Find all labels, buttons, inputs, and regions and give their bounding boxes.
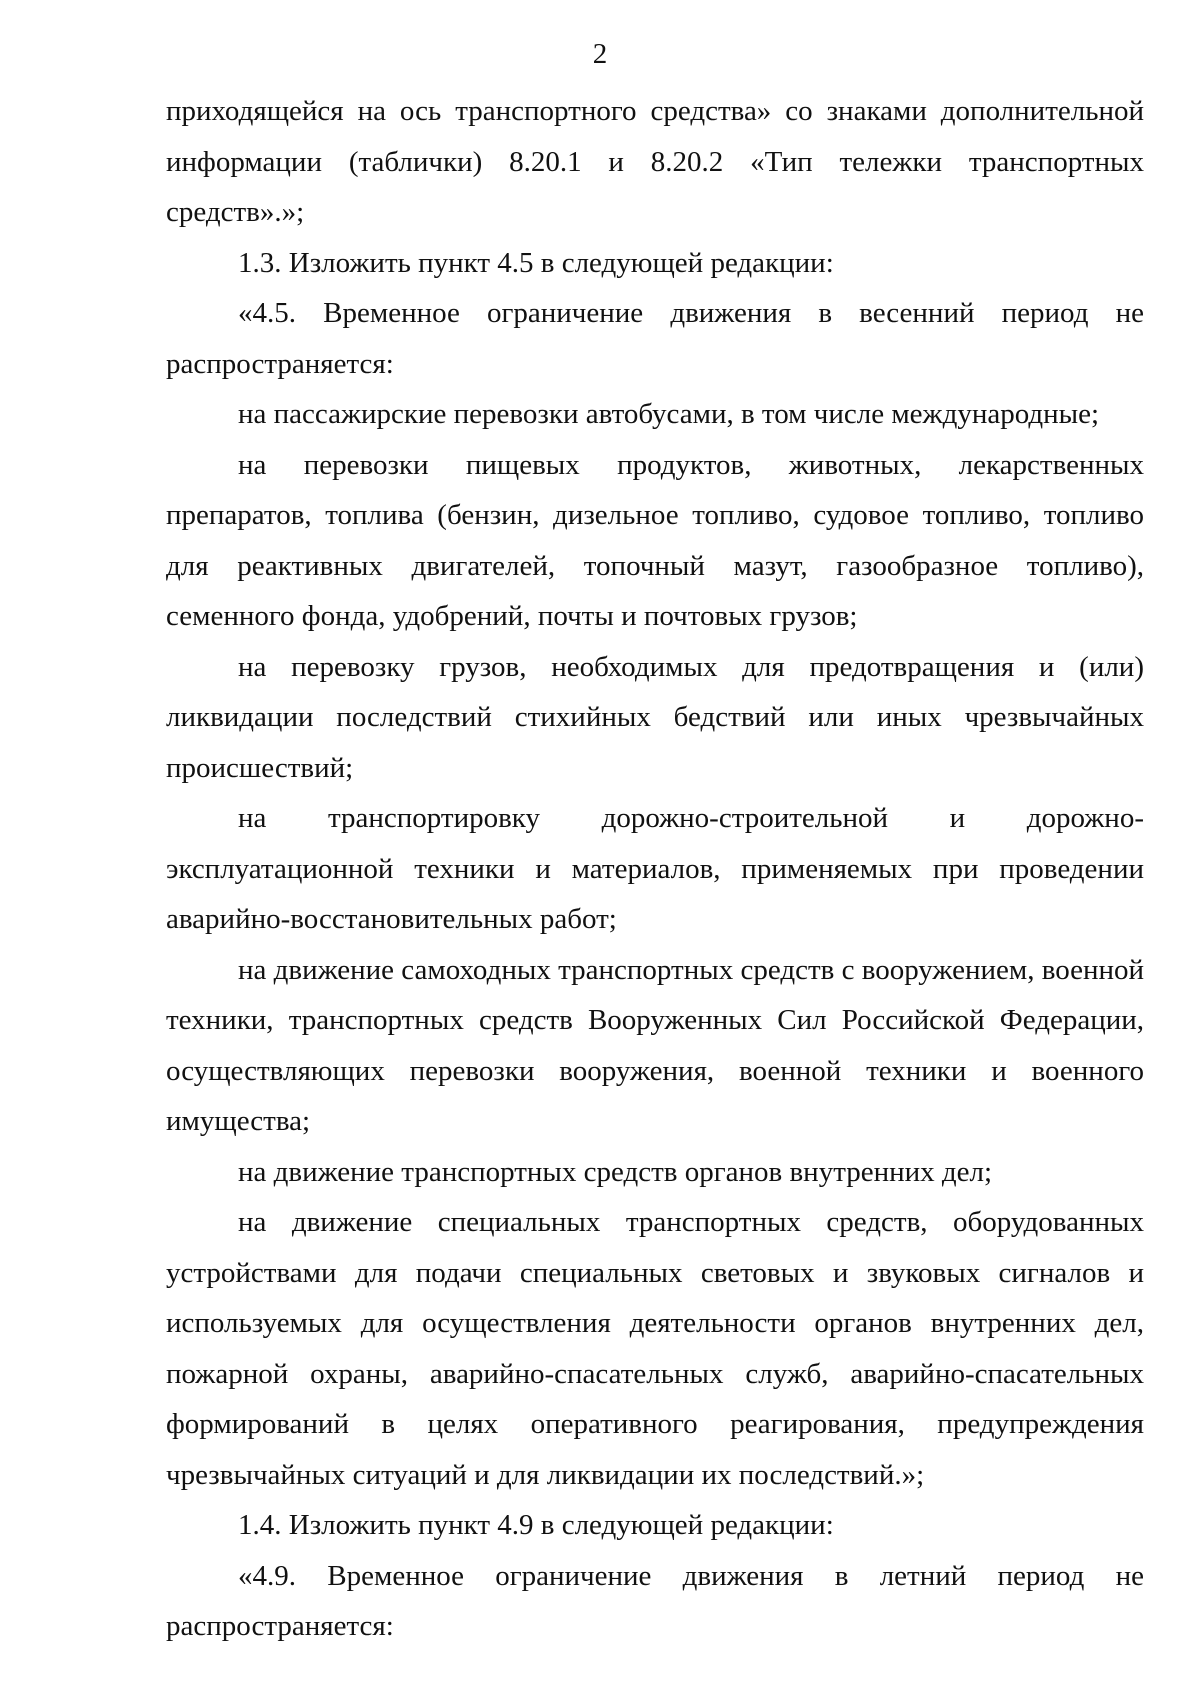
- paragraph-passenger-transport: на пассажирские перевозки автобусами, в том числе международные;: [238, 398, 1100, 430]
- paragraph-continuation: приходящейся на ось транспортного средства» со знаками дополнительной информации (таблички) 8.20.1 и 8.20.2 «Тип тележки транспортных средств».»;: [166, 95, 1144, 228]
- paragraph-military-vehicles: на движение самоходных транспортных средств с вооружением, военной техники, транспортных средств Вооруженных Сил Российской Федерации, осуществляющих перевозки вооружения, военной техники и военного имущества;: [166, 953, 1144, 1137]
- paragraph-internal-affairs-vehicles: на движение транспортных средств органов внутренних дел;: [238, 1155, 993, 1188]
- paragraph-clause-4-9: «4.9. Временное ограничение движения в летний период не распространяется:: [166, 1559, 1144, 1642]
- paragraph-special-vehicles: на движение специальных транспортных средств, оборудованных устройствами для подачи специальных световых и звуковых сигналов и используемых для осуществления деятельности органов внутренних дел, пожарной охраны, аварийно-спасательных служб, аварийно-спасательных формирований в целях оперативного реагирования, предупреждения чрезвычайных ситуаций и для ликвидации их последствий.»;: [166, 1206, 1144, 1491]
- paragraph-emergency-cargo: на перевозку грузов, необходимых для предотвращения и (или) ликвидации последствий стихийных бедствий или иных чрезвычайных происшествий;: [166, 650, 1144, 784]
- paragraph-item-1-4: 1.4. Изложить пункт 4.9 в следующей редакции:: [238, 1509, 834, 1541]
- document-body: [166, 86, 1144, 1652]
- page-number: 2: [592, 38, 608, 70]
- paragraph-clause-4-5: «4.5. Временное ограничение движения в весенний период не распространяется:: [166, 297, 1144, 380]
- paragraph-item-1-3: 1.3. Изложить пункт 4.5 в следующей редакции:: [238, 246, 834, 279]
- paragraph-food-fuel-transport: на перевозки пищевых продуктов, животных, лекарственных препаратов, топлива (бензин, дизельное топливо, судовое топливо, топливо для реактивных двигателей, топочный мазут, газообразное топливо), семенного фонда, удобрений, почты и почтовых грузов;: [166, 448, 1144, 632]
- paragraph-road-machinery: на транспортировку дорожно-строительной и дорожно-эксплуатационной техники и материалов, применяемых при проведении аварийно-восстановительных работ;: [166, 802, 1144, 935]
